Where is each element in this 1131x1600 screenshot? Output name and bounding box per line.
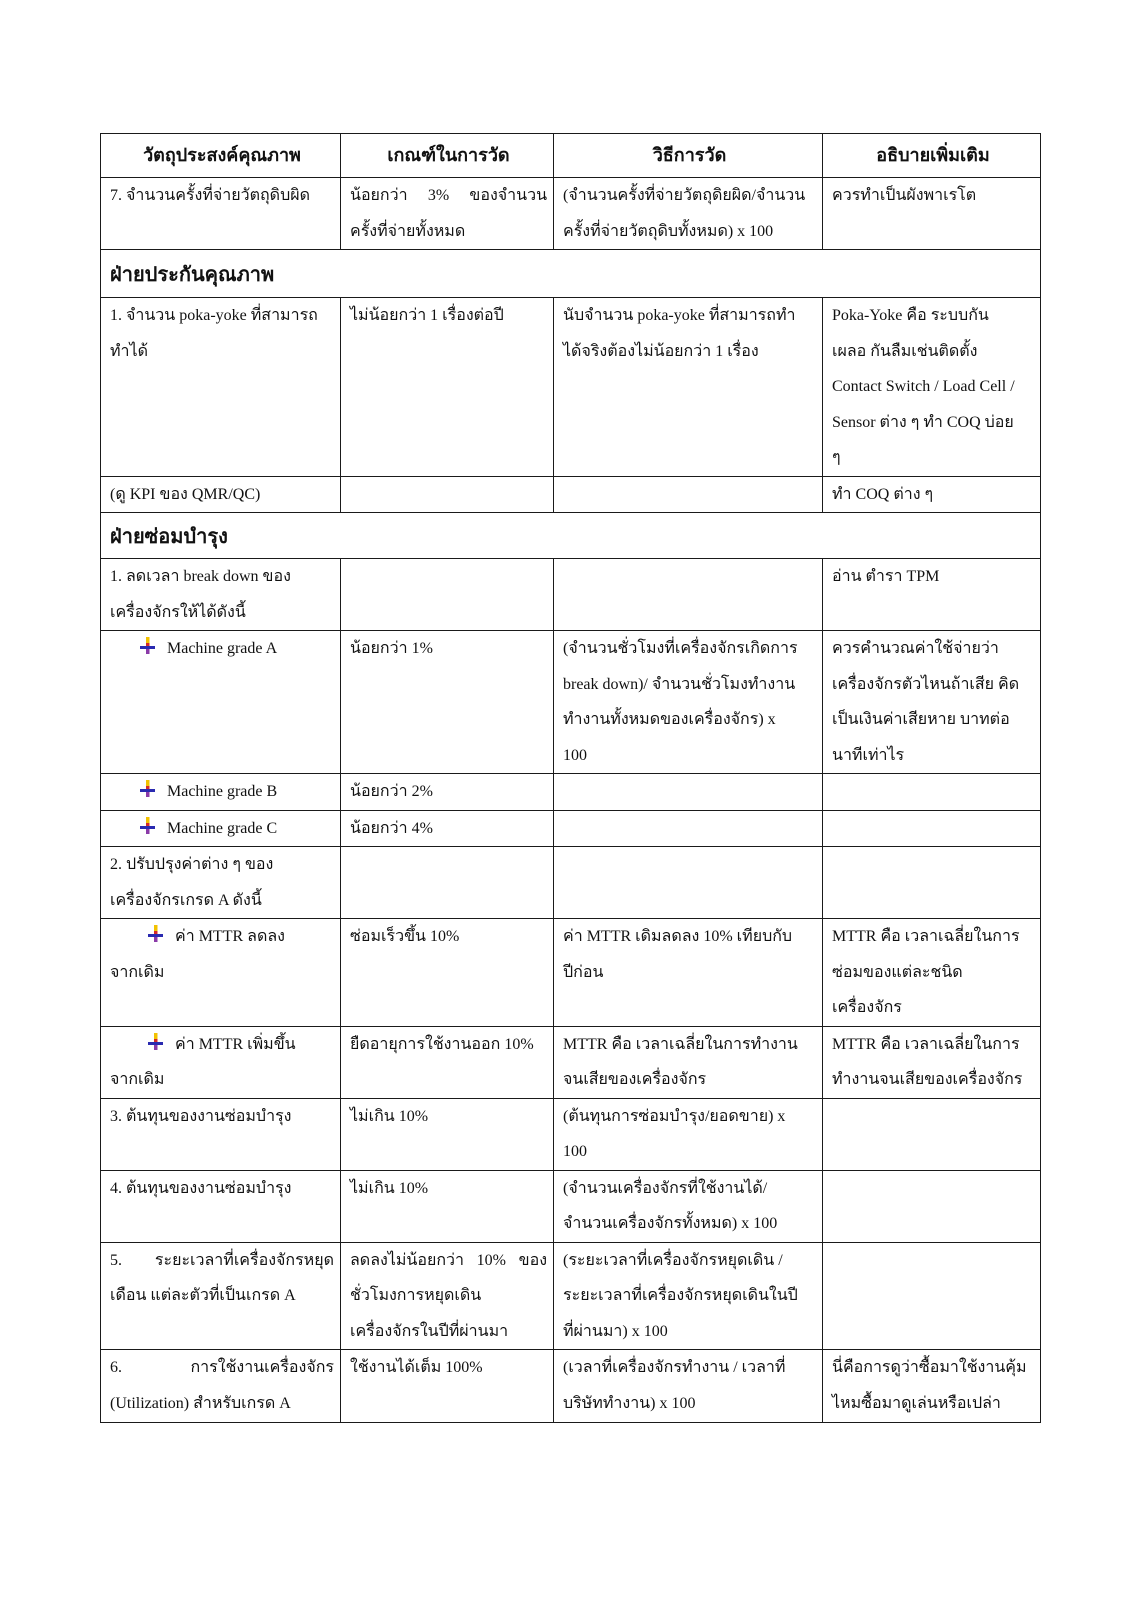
note-cell: [823, 919, 1041, 1027]
criteria-cell: [341, 298, 554, 477]
criteria-cell: [341, 1242, 554, 1350]
cell-text-line: ลดลงไม่น้อยกว่า 10% ของ: [350, 1251, 547, 1269]
bullet-icon: [147, 1033, 165, 1051]
objective-cell: [101, 1026, 341, 1098]
cell-text-line: break down)/ จำนวนชั่วโมงทำงาน: [563, 675, 796, 693]
method-cell: [554, 810, 823, 847]
cell-text: ค่า MTTR ลดลง: [175, 928, 285, 945]
table-row: [101, 178, 1041, 250]
cell-text-line: ได้จริงต้องไม่น้อยกว่า 1 เรื่อง: [563, 342, 759, 360]
note-cell: [823, 178, 1041, 250]
cell-text-line: Sensor ต่าง ๆ ทำ COQ บ่อย: [832, 413, 1014, 431]
cell-text-line: (ระยะเวลาที่เครื่องจักรหยุดเดิน /: [563, 1251, 783, 1269]
column-header-criteria: เกณฑ์ในการวัด: [341, 134, 554, 178]
cell-text-line: ชั่วโมงการหยุดเดิน: [350, 1287, 482, 1304]
objective-cell: [101, 631, 341, 774]
note-cell: [823, 559, 1041, 631]
criteria-cell: [341, 559, 554, 631]
cell-text: Machine grade B: [167, 783, 278, 800]
criteria-cell: [341, 919, 554, 1027]
cell-text-line: ยืดอายุการใช้งานออก 10%: [350, 1035, 534, 1053]
bullet-icon: [147, 925, 165, 943]
cell-text-line: จำนวนเครื่องจักรทั้งหมด) x 100: [563, 1215, 778, 1232]
table-row: [101, 774, 1041, 811]
objective-cell: [101, 1170, 341, 1242]
cell-text-line: น้อยกว่า 2%: [350, 783, 433, 800]
cell-text-line: 2. ปรับปรุงค่าต่าง ๆ ของ: [110, 856, 274, 873]
cell-text-line: ทำงานจนเสียของเครื่องจักร: [832, 1071, 1023, 1088]
note-cell: [823, 631, 1041, 774]
objective-cell: [101, 774, 341, 811]
table-row: [101, 1242, 1041, 1350]
note-cell: [823, 810, 1041, 847]
cell-text-line: เครื่องจักรให้ได้ดังนี้: [110, 603, 246, 621]
cell-text-line: ไหมซื้อมาดูเล่นหรือเปล่า: [832, 1394, 1001, 1412]
table-row: [101, 559, 1041, 631]
section-row-quality-assurance: [101, 250, 1041, 298]
objective-cell: [101, 476, 341, 513]
cell-text-line: จากเดิม: [110, 963, 165, 981]
note-cell: [823, 1242, 1041, 1350]
bullet-icon: [139, 817, 157, 835]
cell-text-line: Contact Switch / Load Cell /: [832, 378, 1015, 395]
table-row: [101, 847, 1041, 919]
note-cell: [823, 1350, 1041, 1423]
objective-cell: [101, 1098, 341, 1170]
cell-text: Machine grade C: [167, 819, 278, 837]
cell-text-line: Poka-Yoke คือ ระบบกัน: [832, 307, 989, 324]
cell-text: ค่า MTTR เพิ่มขึ้น: [175, 1035, 296, 1053]
cell-text-line: นาทีเท่าไร: [832, 746, 905, 764]
criteria-cell: [341, 1098, 554, 1170]
objective-cell: [101, 178, 341, 250]
method-cell: [554, 476, 823, 513]
cell-text-line: 5. ระยะเวลาที่เครื่องจักรหยุด: [110, 1251, 334, 1269]
note-cell: [823, 1170, 1041, 1242]
cell-text-line: ๆ: [832, 449, 841, 466]
criteria-cell: [341, 774, 554, 811]
criteria-cell: [341, 178, 554, 250]
bullet-item: [110, 1027, 334, 1063]
cell-text-line: เป็นเงินค่าเสียหาย บาทต่อ: [832, 711, 1010, 728]
objective-cell: [101, 919, 341, 1027]
cell-text-line: ทำ COQ ต่าง ๆ: [832, 485, 934, 503]
cell-text-line: (จำนวนเครื่องจักรที่ใช้งานได้/: [563, 1179, 768, 1197]
cell-text-line: จากเดิม: [110, 1071, 165, 1088]
table-row: [101, 298, 1041, 477]
criteria-cell: [341, 631, 554, 774]
table-row: [101, 1026, 1041, 1098]
criteria-cell: [341, 1350, 554, 1423]
section-row-maintenance: [101, 513, 1041, 559]
cell-text: Machine grade A: [167, 640, 278, 657]
note-cell: [823, 774, 1041, 811]
method-cell: [554, 298, 823, 477]
cell-text-line: ไม่เกิน 10%: [350, 1107, 429, 1125]
cell-text-line: ซ่อมเร็วขึ้น 10%: [350, 928, 460, 945]
method-cell: [554, 631, 823, 774]
cell-text-line: เครื่องจักรตัวไหนถ้าเสีย คิด: [832, 675, 1020, 693]
criteria-cell: [341, 1170, 554, 1242]
table-row: [101, 1350, 1041, 1423]
cell-text-line: (ดู KPI ของ QMR/QC): [110, 485, 261, 503]
cell-text-line: 1. จำนวน poka-yoke ที่สามารถ: [110, 307, 318, 324]
objective-cell: [101, 298, 341, 477]
cell-text-line: ใช้งานได้เต็ม 100%: [350, 1359, 483, 1376]
cell-text-line: ครั้งที่จ่ายทั้งหมด: [350, 222, 466, 240]
cell-text-line: 100: [563, 746, 587, 764]
section-header: ฝ่ายซ่อมบำรุง: [101, 513, 1041, 559]
cell-text-line: น้อยกว่า 4%: [350, 819, 433, 837]
cell-text-line: MTTR คือ เวลาเฉลี่ยในการ: [832, 1035, 1020, 1053]
note-cell: [823, 476, 1041, 513]
cell-text-line: (จำนวนชั่วโมงที่เครื่องจักรเกิดการ: [563, 640, 798, 657]
method-cell: [554, 1026, 823, 1098]
cell-text-line: นับจำนวน poka-yoke ที่สามารถทำ: [563, 307, 796, 324]
cell-text-line: เครื่องจักร: [832, 999, 902, 1016]
kpi-table: [100, 133, 1041, 1423]
cell-text-line: ครั้งที่จ่ายวัตถุดิบทั้งหมด) x 100: [563, 222, 774, 240]
cell-text-line: ระยะเวลาที่เครื่องจักรหยุดเดินในปี: [563, 1287, 798, 1304]
method-cell: [554, 919, 823, 1027]
criteria-cell: [341, 810, 554, 847]
cell-text-line: ควรทำเป็นผังพาเรโต: [832, 187, 977, 204]
cell-text-line: (เวลาที่เครื่องจักรทำงาน / เวลาที่: [563, 1359, 786, 1376]
cell-text-line: MTTR คือ เวลาเฉลี่ยในการทำงาน: [563, 1035, 798, 1053]
cell-text-line: ควรคำนวณค่าใช้จ่ายว่า: [832, 640, 999, 657]
bullet-item: [110, 774, 334, 810]
table-row: [101, 1170, 1041, 1242]
table-row: [101, 1098, 1041, 1170]
objective-cell: [101, 847, 341, 919]
cell-text-line: ซ่อมของแต่ละชนิด: [832, 963, 963, 981]
method-cell: [554, 1098, 823, 1170]
section-header: ฝ่ายประกันคุณภาพ: [101, 250, 1041, 298]
cell-text-line: ทำได้: [110, 342, 148, 360]
cell-text-line: (ต้นทุนการซ่อมบำรุง/ยอดขาย) x: [563, 1107, 786, 1125]
table-row: [101, 919, 1041, 1027]
bullet-item: [110, 811, 334, 847]
objective-cell: [101, 559, 341, 631]
cell-text-line: เดือน แต่ละตัวที่เป็นเกรด A: [110, 1287, 296, 1304]
cell-text-line: ที่ผ่านมา) x 100: [563, 1322, 668, 1340]
cell-text-line: 6. การใช้งานเครื่องจักร: [110, 1359, 334, 1376]
cell-text-line: จนเสียของเครื่องจักร: [563, 1071, 707, 1088]
column-header-note: อธิบายเพิ่มเติม: [823, 134, 1041, 178]
cell-text-line: 100: [563, 1143, 587, 1160]
objective-cell: [101, 1242, 341, 1350]
cell-text-line: 7. จำนวนครั้งที่จ่ายวัตถุดิบผิด: [110, 187, 310, 204]
method-cell: [554, 1350, 823, 1423]
bullet-icon: [139, 780, 157, 798]
cell-text-line: (Utilization) สำหรับเกรด A: [110, 1394, 291, 1412]
cell-text-line: เผลอ กันลืมเช่นติดตั้ง: [832, 342, 978, 360]
cell-text-line: บริษัททำงาน) x 100: [563, 1394, 696, 1412]
bullet-item: [110, 919, 334, 955]
column-header-objective: วัตถุประสงค์คุณภาพ: [101, 134, 341, 178]
method-cell: [554, 847, 823, 919]
note-cell: [823, 1026, 1041, 1098]
cell-text-line: เครื่องจักรในปีที่ผ่านมา: [350, 1322, 509, 1340]
cell-text-line: 3. ต้นทุนของงานซ่อมบำรุง: [110, 1107, 292, 1125]
cell-text-line: นี่คือการดูว่าซื้อมาใช้งานคุ้ม: [832, 1359, 1027, 1376]
cell-text-line: ปีก่อน: [563, 963, 604, 981]
criteria-cell: [341, 847, 554, 919]
cell-text-line: MTTR คือ เวลาเฉลี่ยในการ: [832, 928, 1020, 945]
cell-text-line: ทำงานทั้งหมดของเครื่องจักร) x: [563, 711, 776, 728]
method-cell: [554, 1242, 823, 1350]
table-row: [101, 631, 1041, 774]
note-cell: [823, 847, 1041, 919]
cell-text-line: ไม่เกิน 10%: [350, 1179, 429, 1197]
cell-text-line: น้อยกว่า 1%: [350, 640, 433, 657]
criteria-cell: [341, 1026, 554, 1098]
bullet-icon: [139, 637, 157, 655]
objective-cell: [101, 810, 341, 847]
method-cell: [554, 559, 823, 631]
criteria-cell: [341, 476, 554, 513]
note-cell: [823, 1098, 1041, 1170]
method-cell: [554, 1170, 823, 1242]
bullet-item: [110, 631, 334, 667]
table-row: [101, 476, 1041, 513]
cell-text-line: อ่าน ตำรา TPM: [832, 568, 940, 585]
cell-text-line: ไม่น้อยกว่า 1 เรื่องต่อปี: [350, 307, 504, 324]
cell-text-line: เครื่องจักรเกรด A ดังนี้: [110, 891, 262, 909]
cell-text-line: น้อยกว่า 3% ของจำนวน: [350, 187, 547, 204]
cell-text-line: (จำนวนครั้งที่จ่ายวัตถุดิยผิด/จำนวน: [563, 187, 806, 204]
objective-cell: [101, 1350, 341, 1423]
cell-text-line: 1. ลดเวลา break down ของ: [110, 568, 291, 585]
header-row: [101, 134, 1041, 178]
note-cell: [823, 298, 1041, 477]
column-header-method: วิธีการวัด: [554, 134, 823, 178]
method-cell: [554, 774, 823, 811]
cell-text-line: 4. ต้นทุนของงานซ่อมบำรุง: [110, 1179, 292, 1197]
table-row: [101, 810, 1041, 847]
method-cell: [554, 178, 823, 250]
cell-text-line: ค่า MTTR เดิมลดลง 10% เทียบกับ: [563, 928, 793, 945]
